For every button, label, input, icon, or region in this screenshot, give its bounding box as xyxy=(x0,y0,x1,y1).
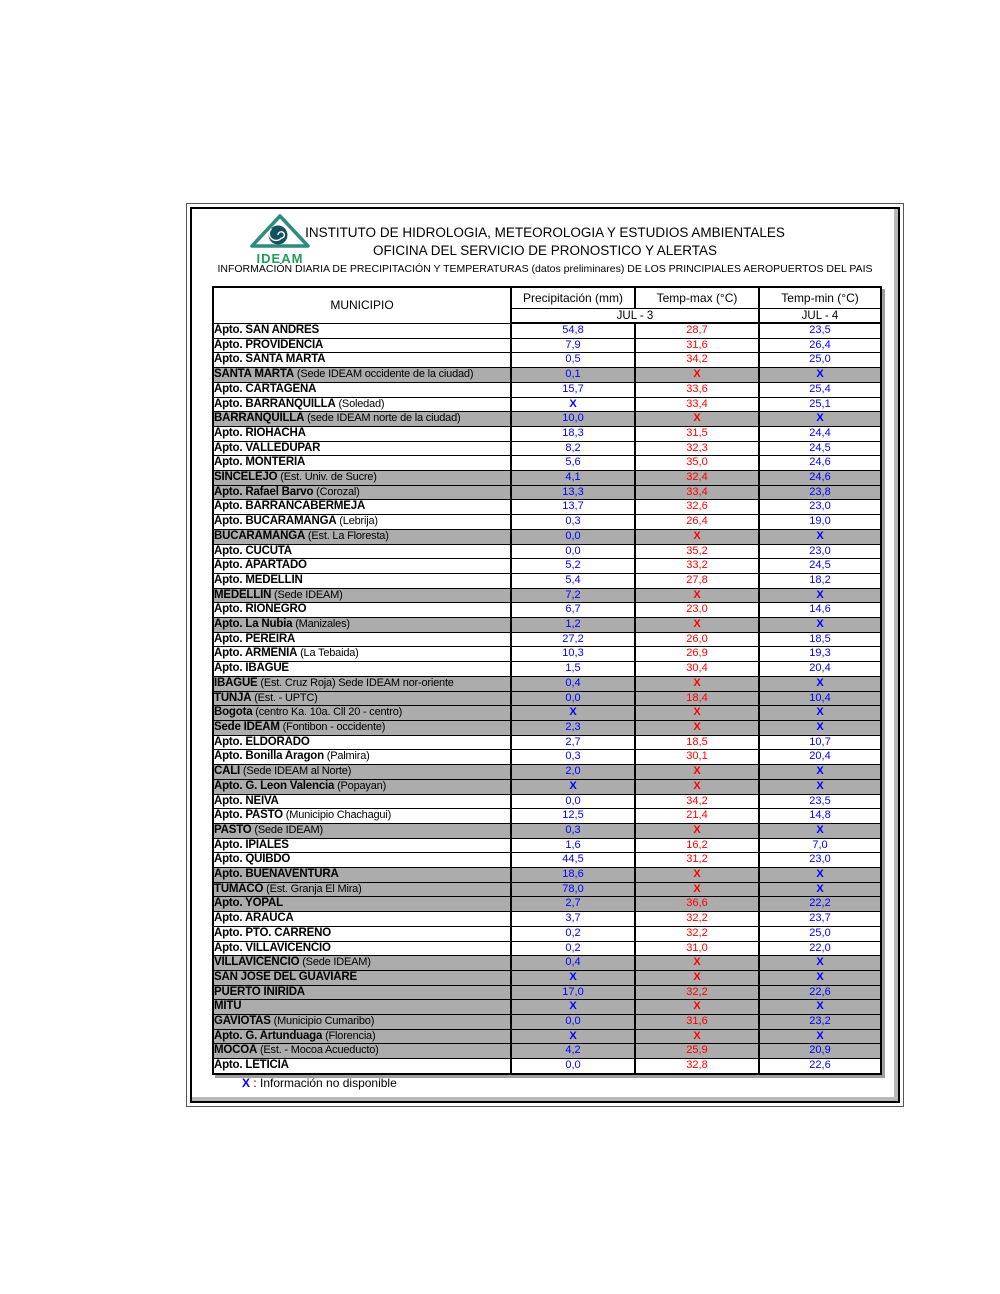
municipio-cell: MOCOA (Est. - Mocoa Acueducto) xyxy=(213,1044,511,1059)
temp-min-value: 24,4 xyxy=(759,426,881,441)
temp-min-value: 23,7 xyxy=(759,912,881,927)
table-row xyxy=(213,397,881,412)
municipio-cell: Apto. RIOHACHA xyxy=(213,426,511,441)
precipitation-value: 78,0 xyxy=(511,882,635,897)
precipitation-value: 0,0 xyxy=(511,691,635,706)
table-body xyxy=(213,323,881,1074)
table-row xyxy=(213,471,881,486)
precipitation-value: 0,2 xyxy=(511,941,635,956)
temp-max-value: 18,5 xyxy=(635,735,759,750)
municipio-cell: Apto. RIONEGRO xyxy=(213,603,511,618)
municipio-cell: BUCARAMANGA (Est. La Floresta) xyxy=(213,529,511,544)
temp-min-value: X xyxy=(759,618,881,633)
municipio-cell: Apto. Rafael Barvo (Corozal) xyxy=(213,485,511,500)
table-row xyxy=(213,500,881,515)
temp-max-value: 32,2 xyxy=(635,985,759,1000)
temp-min-value: 26,4 xyxy=(759,338,881,353)
footnote xyxy=(242,1076,397,1090)
precipitation-value: 0,0 xyxy=(511,1059,635,1074)
temp-min-value: 22,2 xyxy=(759,897,881,912)
temp-min-value: X xyxy=(759,676,881,691)
temp-min-value: X xyxy=(759,868,881,883)
table-row xyxy=(213,632,881,647)
table-row xyxy=(213,868,881,883)
municipio-cell: TUNJA (Est. - UPTC) xyxy=(213,691,511,706)
table-row xyxy=(213,765,881,780)
table-row xyxy=(213,618,881,633)
precipitation-value: 13,7 xyxy=(511,500,635,515)
table-row xyxy=(213,676,881,691)
precipitation-value: 6,7 xyxy=(511,603,635,618)
temp-min-value: 18,2 xyxy=(759,573,881,588)
municipio-cell: Apto. G. Leon Valencia (Popayan) xyxy=(213,779,511,794)
table-row xyxy=(213,382,881,397)
temp-max-value: X xyxy=(635,868,759,883)
temp-max-value: 31,0 xyxy=(635,941,759,956)
municipio-cell: IBAGUE (Est. Cruz Roja) Sede IDEAM nor-oriente xyxy=(213,676,511,691)
precipitation-value: 18,6 xyxy=(511,868,635,883)
temp-max-value: 26,9 xyxy=(635,647,759,662)
temp-max-value: 32,6 xyxy=(635,500,759,515)
table-row xyxy=(213,897,881,912)
precipitation-value: 0,3 xyxy=(511,823,635,838)
municipio-cell: Apto. Bonilla Aragon (Palmira) xyxy=(213,750,511,765)
temp-min-value: 25,4 xyxy=(759,382,881,397)
col-header-temp-min: Temp-min (°C) xyxy=(759,287,881,309)
temp-max-value: X xyxy=(635,368,759,383)
table-row xyxy=(213,485,881,500)
municipio-cell: SAN JOSE DEL GUAVIARE xyxy=(213,970,511,985)
precipitation-value: 1,2 xyxy=(511,618,635,633)
table-row xyxy=(213,838,881,853)
date-header-jul3: JUL - 3 xyxy=(511,309,759,324)
municipio-cell: PASTO (Sede IDEAM) xyxy=(213,823,511,838)
precipitation-value: X xyxy=(511,397,635,412)
municipio-cell: Apto. VALLEDUPAR xyxy=(213,441,511,456)
temp-max-value: X xyxy=(635,823,759,838)
table-row xyxy=(213,559,881,574)
temp-max-value: 32,2 xyxy=(635,912,759,927)
municipio-cell: GAVIOTAS (Municipio Cumaribo) xyxy=(213,1015,511,1030)
temp-max-value: 23,0 xyxy=(635,603,759,618)
precipitation-value: X xyxy=(511,1000,635,1015)
temp-min-value: X xyxy=(759,779,881,794)
temp-min-value: X xyxy=(759,588,881,603)
temp-max-value: 33,4 xyxy=(635,397,759,412)
municipio-cell: Apto. PEREIRA xyxy=(213,632,511,647)
temp-max-value: 28,7 xyxy=(635,323,759,338)
temp-min-value: 24,5 xyxy=(759,559,881,574)
table-row xyxy=(213,882,881,897)
table-row xyxy=(213,412,881,427)
temp-min-value: X xyxy=(759,882,881,897)
col-header-temp-max: Temp-max (°C) xyxy=(635,287,759,309)
municipio-cell: Apto. BARRANCABERMEJA xyxy=(213,500,511,515)
precipitation-value: 1,5 xyxy=(511,662,635,677)
temp-max-value: 27,8 xyxy=(635,573,759,588)
municipio-cell: Apto. ELDORADO xyxy=(213,735,511,750)
precipitation-value: 0,3 xyxy=(511,750,635,765)
temp-max-value: X xyxy=(635,618,759,633)
temp-min-value: 20,9 xyxy=(759,1044,881,1059)
table-row xyxy=(213,691,881,706)
temp-min-value: X xyxy=(759,412,881,427)
precipitation-value: 7,2 xyxy=(511,588,635,603)
precipitation-value: 2,3 xyxy=(511,720,635,735)
temp-max-value: 34,2 xyxy=(635,794,759,809)
precipitation-value: 0,0 xyxy=(511,1015,635,1030)
table-row xyxy=(213,706,881,721)
municipio-cell: CALI (Sede IDEAM al Norte) xyxy=(213,765,511,780)
temp-min-value: X xyxy=(759,1000,881,1015)
temp-min-value: 24,5 xyxy=(759,441,881,456)
municipio-cell: Apto. BUENAVENTURA xyxy=(213,868,511,883)
report-subtitle: INFORMACIÓN DIARIA DE PRECIPITACIÓN Y TEMPERATURAS (datos preliminares) DE LOS PRINCIPIALES AEROPUERTOS DEL PAIS xyxy=(217,263,873,275)
temp-max-value: X xyxy=(635,412,759,427)
temp-min-value: 25,0 xyxy=(759,926,881,941)
table-row xyxy=(213,456,881,471)
table-row xyxy=(213,588,881,603)
table-row xyxy=(213,809,881,824)
municipio-cell: TUMACO (Est. Granja El Mira) xyxy=(213,882,511,897)
temp-max-value: 35,0 xyxy=(635,456,759,471)
municipio-cell: Apto. ARAUCA xyxy=(213,912,511,927)
precipitation-value: 0,0 xyxy=(511,794,635,809)
table-row xyxy=(213,912,881,927)
table-row xyxy=(213,794,881,809)
table-row xyxy=(213,662,881,677)
column-header-row xyxy=(213,287,881,309)
precipitation-value: 12,5 xyxy=(511,809,635,824)
municipio-cell: Apto. IPIALES xyxy=(213,838,511,853)
precipitation-value: 4,1 xyxy=(511,471,635,486)
temp-min-value: 7,0 xyxy=(759,838,881,853)
precipitation-value: 15,7 xyxy=(511,382,635,397)
temp-max-value: 21,4 xyxy=(635,809,759,824)
temp-min-value: 18,5 xyxy=(759,632,881,647)
precipitation-value: 0,1 xyxy=(511,368,635,383)
temp-max-value: X xyxy=(635,956,759,971)
table-row xyxy=(213,1044,881,1059)
temp-max-value: 31,2 xyxy=(635,853,759,868)
temp-min-value: 22,6 xyxy=(759,985,881,1000)
table-row xyxy=(213,368,881,383)
precipitation-value: 5,4 xyxy=(511,573,635,588)
temp-min-value: X xyxy=(759,1029,881,1044)
municipio-cell: Apto. CARTAGENA xyxy=(213,382,511,397)
report-document xyxy=(190,207,900,1103)
precipitation-value: X xyxy=(511,779,635,794)
table-row xyxy=(213,1000,881,1015)
temp-min-value: 23,5 xyxy=(759,794,881,809)
temp-max-value: 33,2 xyxy=(635,559,759,574)
temp-max-value: 16,2 xyxy=(635,838,759,853)
precipitation-value: 10,0 xyxy=(511,412,635,427)
precipitation-value: 0,4 xyxy=(511,956,635,971)
precipitation-value: 18,3 xyxy=(511,426,635,441)
municipio-cell: Apto. LETICIA xyxy=(213,1059,511,1074)
temp-min-value: X xyxy=(759,529,881,544)
table-row xyxy=(213,529,881,544)
municipio-cell: SANTA MARTA (Sede IDEAM occidente de la ciudad) xyxy=(213,368,511,383)
date-header-jul4: JUL - 4 xyxy=(759,309,881,324)
temp-min-value: X xyxy=(759,823,881,838)
table-row xyxy=(213,720,881,735)
footnote-text: : Información no disponible xyxy=(250,1076,397,1090)
temp-min-value: 22,6 xyxy=(759,1059,881,1074)
temp-max-value: X xyxy=(635,970,759,985)
temp-min-value: X xyxy=(759,956,881,971)
temp-min-value: 23,2 xyxy=(759,1015,881,1030)
municipio-cell: SINCELEJO (Est. Univ. de Sucre) xyxy=(213,471,511,486)
institute-title: INSTITUTO DE HIDROLOGIA, METEOROLOGIA Y ESTUDIOS AMBIENTALES xyxy=(305,225,785,240)
municipio-cell: Apto. MEDELLIN xyxy=(213,573,511,588)
temp-max-value: 35,2 xyxy=(635,544,759,559)
temp-min-value: 24,6 xyxy=(759,456,881,471)
precipitation-value: 44,5 xyxy=(511,853,635,868)
temp-min-value: 19,0 xyxy=(759,515,881,530)
municipio-cell: Apto. ARMENIA (La Tebaida) xyxy=(213,647,511,662)
temp-min-value: 10,4 xyxy=(759,691,881,706)
municipio-cell: Apto. NEIVA xyxy=(213,794,511,809)
municipio-cell: PUERTO INIRIDA xyxy=(213,985,511,1000)
table-row xyxy=(213,750,881,765)
municipio-cell: Apto. IBAGUE xyxy=(213,662,511,677)
table-row xyxy=(213,853,881,868)
precipitation-value: X xyxy=(511,1029,635,1044)
table-row xyxy=(213,823,881,838)
temp-min-value: 23,8 xyxy=(759,485,881,500)
table-row xyxy=(213,353,881,368)
table-row xyxy=(213,426,881,441)
table-row xyxy=(213,603,881,618)
table-row xyxy=(213,323,881,338)
temp-min-value: 25,1 xyxy=(759,397,881,412)
weather-table xyxy=(212,286,882,1075)
temp-min-value: 20,4 xyxy=(759,750,881,765)
temp-max-value: 31,6 xyxy=(635,1015,759,1030)
precipitation-value: 27,2 xyxy=(511,632,635,647)
precipitation-value: 10,3 xyxy=(511,647,635,662)
temp-max-value: 33,6 xyxy=(635,382,759,397)
temp-min-value: 23,0 xyxy=(759,853,881,868)
temp-max-value: X xyxy=(635,588,759,603)
precipitation-value: X xyxy=(511,970,635,985)
municipio-cell: Bogota (centro Ka. 10a. Cll 20 - centro) xyxy=(213,706,511,721)
table-row xyxy=(213,1059,881,1074)
municipio-cell: Apto. YOPAL xyxy=(213,897,511,912)
temp-max-value: 33,4 xyxy=(635,485,759,500)
temp-max-value: 32,3 xyxy=(635,441,759,456)
municipio-cell: Apto. PTO. CARREÑO xyxy=(213,926,511,941)
table-row xyxy=(213,573,881,588)
table-row xyxy=(213,970,881,985)
temp-max-value: 26,4 xyxy=(635,515,759,530)
precipitation-value: 13,3 xyxy=(511,485,635,500)
temp-max-value: 18,4 xyxy=(635,691,759,706)
precipitation-value: 4,2 xyxy=(511,1044,635,1059)
precipitation-value: 0,3 xyxy=(511,515,635,530)
precipitation-value: 7,9 xyxy=(511,338,635,353)
precipitation-value: 2,7 xyxy=(511,897,635,912)
municipio-cell: Apto. MONTERIA xyxy=(213,456,511,471)
precipitation-value: 2,0 xyxy=(511,765,635,780)
temp-max-value: X xyxy=(635,676,759,691)
municipio-cell: Apto. G. Artunduaga (Florencia) xyxy=(213,1029,511,1044)
temp-max-value: 32,4 xyxy=(635,471,759,486)
table-row xyxy=(213,735,881,750)
temp-max-value: 36,6 xyxy=(635,897,759,912)
table-row xyxy=(213,941,881,956)
temp-max-value: X xyxy=(635,529,759,544)
precipitation-value: 0,0 xyxy=(511,544,635,559)
temp-max-value: X xyxy=(635,765,759,780)
municipio-cell: Apto. La Nubia (Manizales) xyxy=(213,618,511,633)
col-header-precipitacion: Precipitación (mm) xyxy=(511,287,635,309)
temp-max-value: 25,9 xyxy=(635,1044,759,1059)
temp-max-value: 32,2 xyxy=(635,926,759,941)
municipio-cell: Apto. APARTADO xyxy=(213,559,511,574)
municipio-cell: Apto. CUCUTA xyxy=(213,544,511,559)
temp-min-value: 19,3 xyxy=(759,647,881,662)
municipio-cell: Apto. BUCARAMANGA (Lebrija) xyxy=(213,515,511,530)
temp-min-value: 23,0 xyxy=(759,544,881,559)
table-row xyxy=(213,1029,881,1044)
temp-min-value: 10,7 xyxy=(759,735,881,750)
temp-max-value: 26,0 xyxy=(635,632,759,647)
temp-min-value: 20,4 xyxy=(759,662,881,677)
temp-max-value: 34,2 xyxy=(635,353,759,368)
precipitation-value: 0,4 xyxy=(511,676,635,691)
municipio-cell: Sede IDEAM (Fontibon - occidente) xyxy=(213,720,511,735)
temp-max-value: X xyxy=(635,1000,759,1015)
temp-max-value: X xyxy=(635,706,759,721)
temp-max-value: X xyxy=(635,882,759,897)
temp-max-value: 31,6 xyxy=(635,338,759,353)
municipio-cell: Apto. SAN ANDRES xyxy=(213,323,511,338)
table-row xyxy=(213,515,881,530)
table-row xyxy=(213,779,881,794)
table-row xyxy=(213,338,881,353)
table-row xyxy=(213,441,881,456)
municipio-cell: Apto. PASTO (Municipio Chachagui) xyxy=(213,809,511,824)
temp-min-value: 25,0 xyxy=(759,353,881,368)
footnote-x-symbol: X xyxy=(242,1076,251,1090)
temp-max-value: X xyxy=(635,720,759,735)
temp-min-value: 23,5 xyxy=(759,323,881,338)
table-row xyxy=(213,1015,881,1030)
temp-min-value: X xyxy=(759,720,881,735)
temp-max-value: X xyxy=(635,1029,759,1044)
precipitation-value: 0,5 xyxy=(511,353,635,368)
ideam-logo-text: IDEAM xyxy=(256,251,304,266)
temp-max-value: 32,8 xyxy=(635,1059,759,1074)
temp-min-value: 24,6 xyxy=(759,471,881,486)
municipio-cell: Apto. VILLAVICENCIO xyxy=(213,941,511,956)
precipitation-value: 0,0 xyxy=(511,529,635,544)
precipitation-value: 1,6 xyxy=(511,838,635,853)
precipitation-value: 0,2 xyxy=(511,926,635,941)
temp-max-value: 31,5 xyxy=(635,426,759,441)
temp-max-value: 30,4 xyxy=(635,662,759,677)
precipitation-value: X xyxy=(511,706,635,721)
col-header-municipio: MUNICIPIO xyxy=(213,287,511,323)
precipitation-value: 17,0 xyxy=(511,985,635,1000)
precipitation-value: 54,8 xyxy=(511,323,635,338)
temp-max-value: 30,1 xyxy=(635,750,759,765)
temp-min-value: X xyxy=(759,368,881,383)
temp-min-value: 22,0 xyxy=(759,941,881,956)
municipio-cell: MITU xyxy=(213,1000,511,1015)
precipitation-value: 3,7 xyxy=(511,912,635,927)
municipio-cell: Apto. QUIBDO xyxy=(213,853,511,868)
municipio-cell: MEDELLIN (Sede IDEAM) xyxy=(213,588,511,603)
precipitation-value: 5,6 xyxy=(511,456,635,471)
municipio-cell: Apto. SANTA MARTA xyxy=(213,353,511,368)
municipio-cell: VILLAVICENCIO (Sede IDEAM) xyxy=(213,956,511,971)
table-row xyxy=(213,647,881,662)
table-row xyxy=(213,956,881,971)
temp-max-value: X xyxy=(635,779,759,794)
precipitation-value: 8,2 xyxy=(511,441,635,456)
table-row xyxy=(213,544,881,559)
temp-min-value: X xyxy=(759,765,881,780)
temp-min-value: 23,0 xyxy=(759,500,881,515)
office-title: OFICINA DEL SERVICIO DE PRONOSTICO Y ALERTAS xyxy=(372,243,718,258)
temp-min-value: 14,6 xyxy=(759,603,881,618)
temp-min-value: X xyxy=(759,706,881,721)
precipitation-value: 2,7 xyxy=(511,735,635,750)
temp-min-value: X xyxy=(759,970,881,985)
table-row xyxy=(213,985,881,1000)
precipitation-value: 5,2 xyxy=(511,559,635,574)
table-row xyxy=(213,926,881,941)
municipio-cell: BARRANQUILLA (sede IDEAM norte de la ciudad) xyxy=(213,412,511,427)
municipio-cell: Apto. BARRANQUILLA (Soledad) xyxy=(213,397,511,412)
municipio-cell: Apto. PROVIDENCIA xyxy=(213,338,511,353)
temp-min-value: 14,8 xyxy=(759,809,881,824)
